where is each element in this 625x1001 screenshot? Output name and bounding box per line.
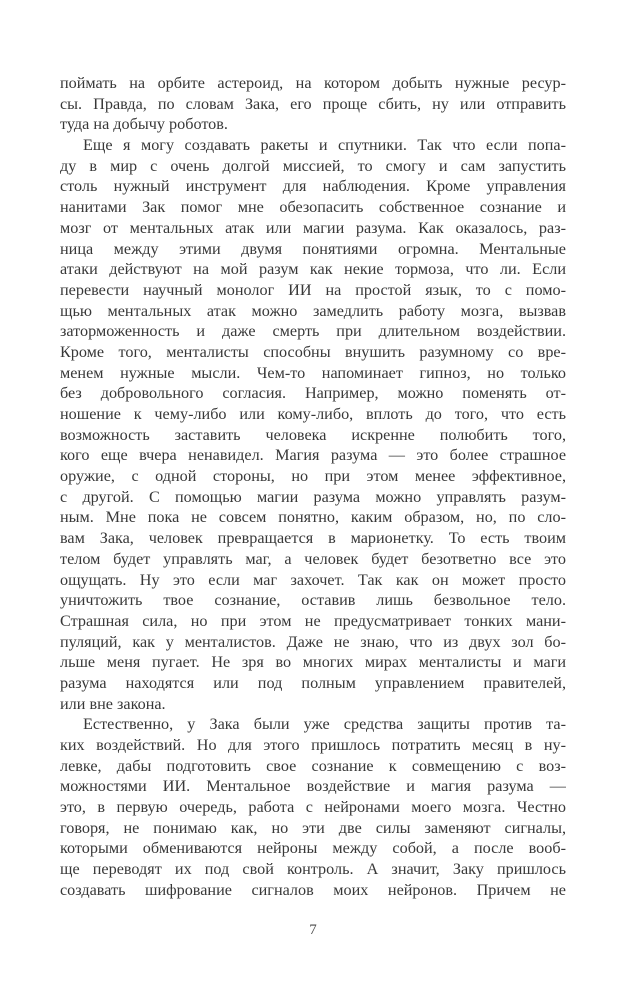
text-line: атаки действуют на мой разум как некие тормоза, что ли. Если [60, 260, 566, 279]
text-line: левке, дабы подготовить свое сознание к совмещению с воз- [60, 756, 566, 775]
text-line: или вне закона. [60, 694, 166, 713]
text-line: ница между этими двумя понятиями огромна. Ментальные [60, 239, 566, 258]
text-line: Еще я могу создавать ракеты и спутники. Так что если попа- [83, 136, 566, 155]
text-line: ще переводят их под свой контроль. А значит, Заку пришлось [60, 860, 566, 879]
text-line: ду в мир с очень долгой миссией, то смогу и сам запустить [60, 156, 566, 175]
text-line: мозг от ментальных атак или магии разума. Как оказалось, раз- [60, 218, 566, 237]
text-line: которыми обмениваются нейроны между собой, а после вооб- [60, 839, 566, 858]
text-line: телом будет управлять маг, а человек будет безответно все это [60, 549, 566, 568]
text-line: Естественно, у Зака были уже средства защиты против та- [83, 715, 566, 734]
text-line: оружие, с одной стороны, но при этом менее эффективное, [60, 467, 566, 486]
text-line: уничтожить твое сознание, оставив лишь безвольное тело. [60, 591, 566, 610]
text-line: поймать на орбите астероид, на котором добыть нужные ресур- [60, 74, 566, 92]
text-line: менем нужные мысли. Чем-то напоминает гипноз, но только [60, 363, 566, 382]
text-line: туда на добычу роботов. [60, 115, 228, 134]
text-line: без добровольного согласия. Например, можно поменять от- [60, 384, 566, 403]
text-line: щью ментальных атак можно замедлить работу мозга, вызвав [60, 301, 566, 320]
text-line: можностями ИИ. Ментальное воздействие и магия разума — [60, 777, 566, 796]
text-line: Кроме того, менталисты способны внушить разумному со вре- [60, 342, 566, 361]
text-line: говоря, не понимаю как, но эти две силы заменяют сигналы, [60, 818, 566, 837]
text-line: нанитами Зак помог мне обезопасить собственное сознание и [60, 198, 566, 217]
text-line: это, в первую очередь, работа с нейронами моего мозга. Честно [60, 798, 566, 817]
text-line: с другой. С помощью магии разума можно управлять разум- [60, 487, 566, 506]
text-line: Страшная сила, но при этом не предусматривает тонких мани- [60, 611, 566, 630]
text-line: кого еще вчера ненавидел. Магия разума — это более страшное [60, 446, 566, 465]
text-line: возможность заставить человека искренне полюбить того, [60, 425, 566, 444]
text-line: ношение к чему-либо или кому-либо, вплоть до того, что есть [60, 405, 566, 423]
text-line: разума находятся или под полным управлением правителей, [60, 673, 566, 692]
text-block [60, 73, 566, 901]
text-line: перевести научный монолог ИИ на простой язык, то с помо- [60, 280, 566, 299]
text-line: ным. Мне пока не совсем понятно, каким образом, но, по сло- [60, 508, 566, 527]
text-line: столь нужный инструмент для наблюдения. Кроме управления [60, 177, 566, 196]
text-line: заторможенность и даже смерть при длительном воздействии. [60, 322, 566, 341]
text-line: ощущать. Ну это если маг захочет. Так как он может просто [60, 570, 566, 589]
text-line: сы. Правда, по словам Зака, его проще сбить, ну или отправить [60, 94, 566, 113]
page-number: 7 [309, 922, 317, 938]
text-line: создавать шифрование сигналов моих нейронов. Причем не [60, 880, 566, 899]
text-line: ких воздействий. Но для этого пришлось потратить месяц в ну- [60, 736, 566, 754]
text-line: вам Зака, человек превращается в марионетку. То есть твоим [60, 529, 566, 548]
text-line: льше меня пугает. Не зря во многих мирах менталисты и маги [60, 653, 566, 672]
text-line: пуляций, как у менталистов. Даже не знаю, что из двух зол бо- [60, 632, 566, 651]
